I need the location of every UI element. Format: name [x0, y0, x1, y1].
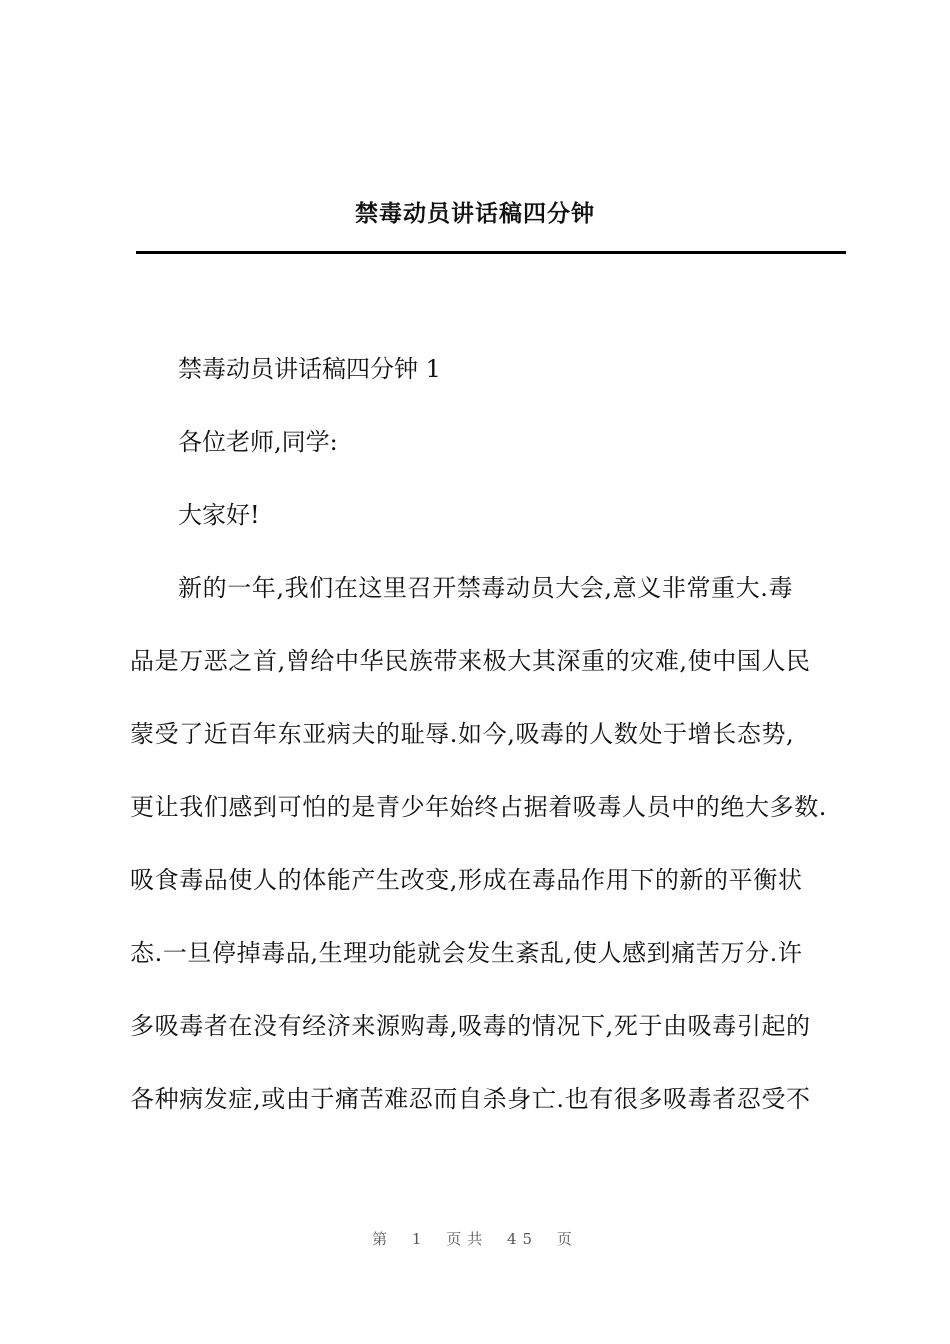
greeting-line: 各位老师,同学: — [178, 428, 338, 456]
footer-middle: 页共 — [446, 1230, 489, 1248]
paragraph-line: 更让我们感到可怕的是青少年始终占据着吸毒人员中的绝大多数. — [130, 793, 828, 821]
footer-suffix: 页 — [556, 1230, 578, 1248]
page-footer — [0, 1228, 950, 1249]
footer-prefix: 第 — [372, 1230, 394, 1248]
salutation-line: 大家好! — [178, 501, 260, 529]
paragraph-line: 吸食毒品使人的体能产生改变,形成在毒品作用下的新的平衡状 — [130, 866, 803, 894]
paragraph-line: 蒙受了近百年东亚病夫的耻辱.如今,吸毒的人数处于增长态势, — [130, 720, 795, 748]
paragraph-line: 多吸毒者在没有经济来源购毒,吸毒的情况下,死于由吸毒引起的 — [130, 1012, 811, 1040]
paragraph-line: 品是万恶之首,曾给中华民族带来极大其深重的灾难,使中国人民 — [130, 647, 811, 675]
title-divider — [136, 251, 846, 254]
body-paragraph — [130, 569, 852, 1118]
footer-total-pages: 45 — [507, 1230, 539, 1248]
paragraph-line: 态.一旦停掉毒品,生理功能就会发生紊乱,使人感到痛苦万分.许 — [130, 939, 803, 967]
paragraph-line: 各种病发症,或由于痛苦难忍而自杀身亡.也有很多吸毒者忍受不 — [130, 1085, 811, 1113]
section-heading: 禁毒动员讲话稿四分钟 1 — [178, 355, 441, 383]
footer-page-number: 1 — [411, 1230, 428, 1248]
paragraph-line: 新的一年,我们在这里召开禁毒动员大会,意义非常重大.毒 — [178, 574, 794, 602]
document-body — [130, 350, 852, 1153]
page-title: 禁毒动员讲话稿四分钟 — [355, 200, 595, 227]
